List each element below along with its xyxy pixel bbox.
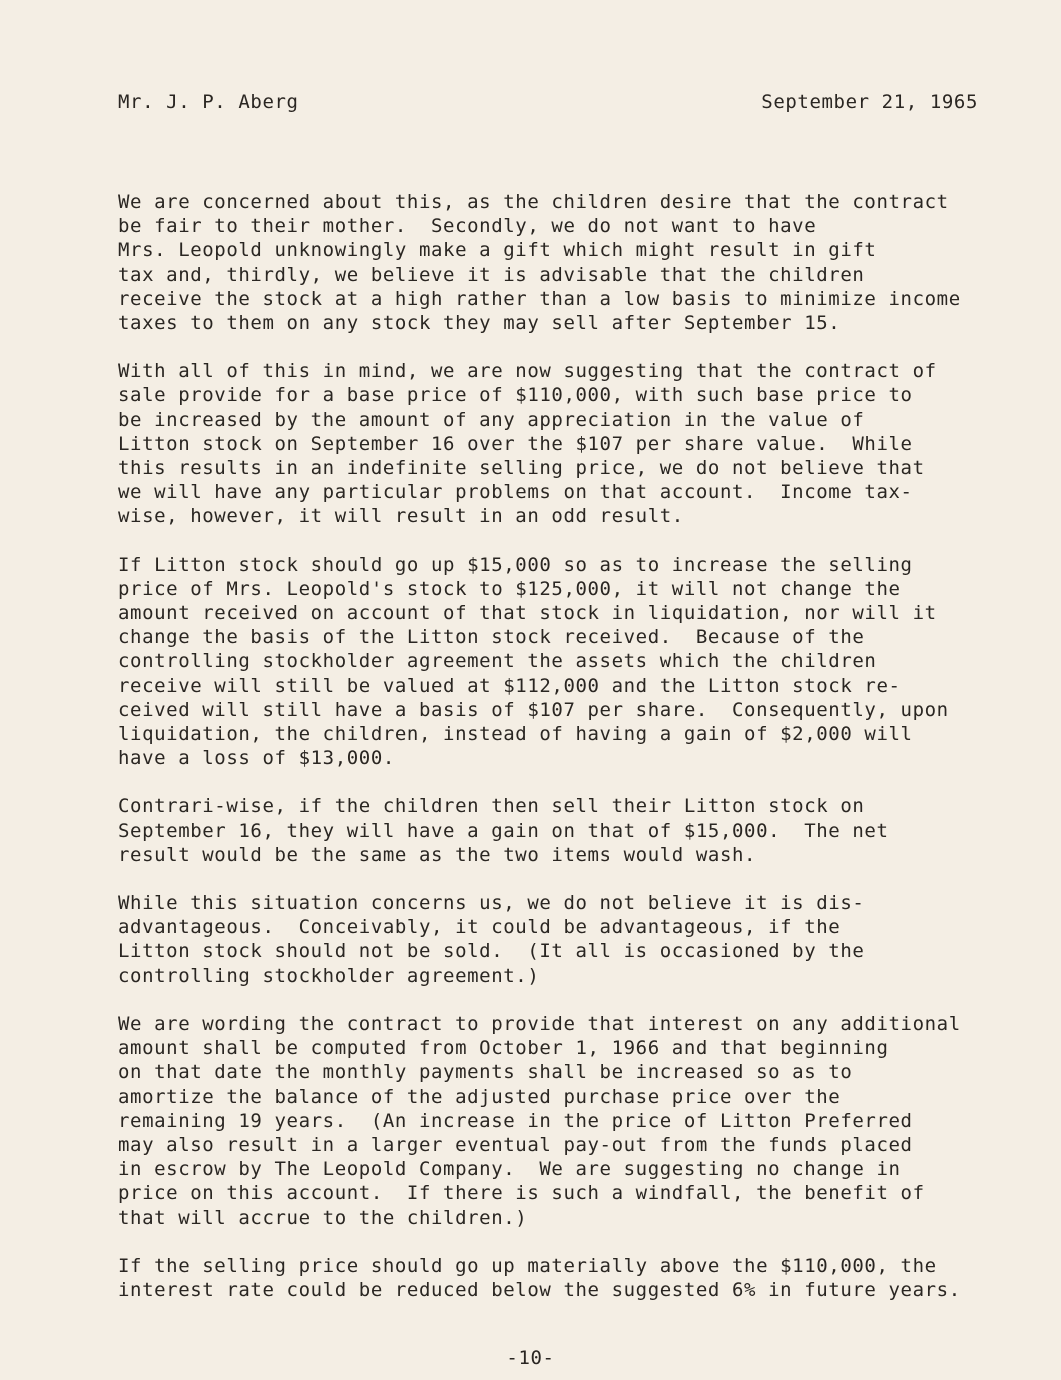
page-number: -10- [506,1347,555,1369]
text-line: receive the stock at a high rather than a low basis to minimize income [118,287,961,310]
text-line: receive will still be valued at $112,000 and the Litton stock re- [118,674,901,697]
text-line: With all of this in mind, we are now suggesting that the contract of [118,360,937,383]
text-line: Litton stock should not be sold. (It all is occasioned by the [118,940,865,963]
text-line: we will have any particular problems on that account. Income tax- [118,481,913,504]
text-line: be fair to their mother. Secondly, we do not want to have [118,215,817,238]
text-line: in escrow by The Leopold Company. We are suggesting no change in [118,1158,901,1181]
paragraph [118,891,1018,988]
text-line: interest rate could be reduced below the suggested 6% in future years. [118,1278,961,1301]
text-line: liquidation, the children, instead of having a gain of $2,000 will [118,723,913,746]
text-line: sale provide for a base price of $110,000, with such base price to [118,384,913,407]
text-line: controlling stockholder agreement.) [118,964,540,987]
letter-date: September 21, 1965 [761,91,978,113]
text-line: may also result in a larger eventual pay-out from the funds placed [118,1133,913,1156]
paragraph [118,553,1018,771]
text-line: Contrari-wise, if the children then sell their Litton stock on [118,795,865,818]
text-line: wise, however, it will result in an odd result. [118,505,684,528]
paragraph [118,359,1018,528]
text-line: this results in an indefinite selling price, we do not believe that [118,457,925,480]
text-line: amount shall be computed from October 1, 1966 and that beginning [118,1037,889,1060]
text-line: If the selling price should go up materially above the $110,000, the [118,1254,937,1277]
text-line: We are concerned about this, as the children desire that the contract [118,191,949,213]
paragraph [118,190,1018,335]
text-line: price on this account. If there is such a windfall, the benefit of [118,1182,925,1205]
text-line: While this situation concerns us, we do not believe it is dis- [118,892,865,915]
text-line: change the basis of the Litton stock received. Because of the [118,626,865,649]
text-line: controlling stockholder agreement the assets which the children [118,650,877,673]
text-line: price of Mrs. Leopold's stock to $125,000, it will not change the [118,577,901,600]
text-line: on that date the monthly payments shall be increased so as to [118,1061,853,1084]
text-line: be increased by the amount of any appreciation in the value of [118,408,865,431]
text-line: We are wording the contract to provide that interest on any additional [118,1012,961,1035]
paragraph [118,794,1018,867]
text-line: result would be the same as the two items would wash. [118,843,757,866]
text-line: amount received on account of that stock in liquidation, nor will it [118,602,937,625]
letter-body [118,190,1018,1326]
text-line: ceived will still have a basis of $107 per share. Consequently, upon [118,698,949,721]
text-line: advantageous. Conceivably, it could be advantageous, if the [118,916,841,939]
text-line: amortize the balance of the adjusted purchase price over the [118,1085,841,1108]
text-line: that will accrue to the children.) [118,1206,528,1229]
text-line: September 16, they will have a gain on that of $15,000. The net [118,819,889,842]
text-line: have a loss of $13,000. [118,747,395,770]
text-line: taxes to them on any stock they may sell after September 15. [118,312,841,335]
text-line: remaining 19 years. (An increase in the price of Litton Preferred [118,1109,913,1132]
paragraph [118,1012,1018,1230]
recipient-name: Mr. J. P. Aberg [118,91,299,113]
text-line: tax and, thirdly, we believe it is advisable that the children [118,263,865,286]
text-line: Mrs. Leopold unknowingly make a gift which might result in gift [118,239,877,262]
paragraph [118,1254,1018,1302]
text-line: If Litton stock should go up $15,000 so as to increase the selling [118,553,913,576]
letter-header [118,91,978,121]
text-line: Litton stock on September 16 over the $107 per share value. While [118,432,913,455]
